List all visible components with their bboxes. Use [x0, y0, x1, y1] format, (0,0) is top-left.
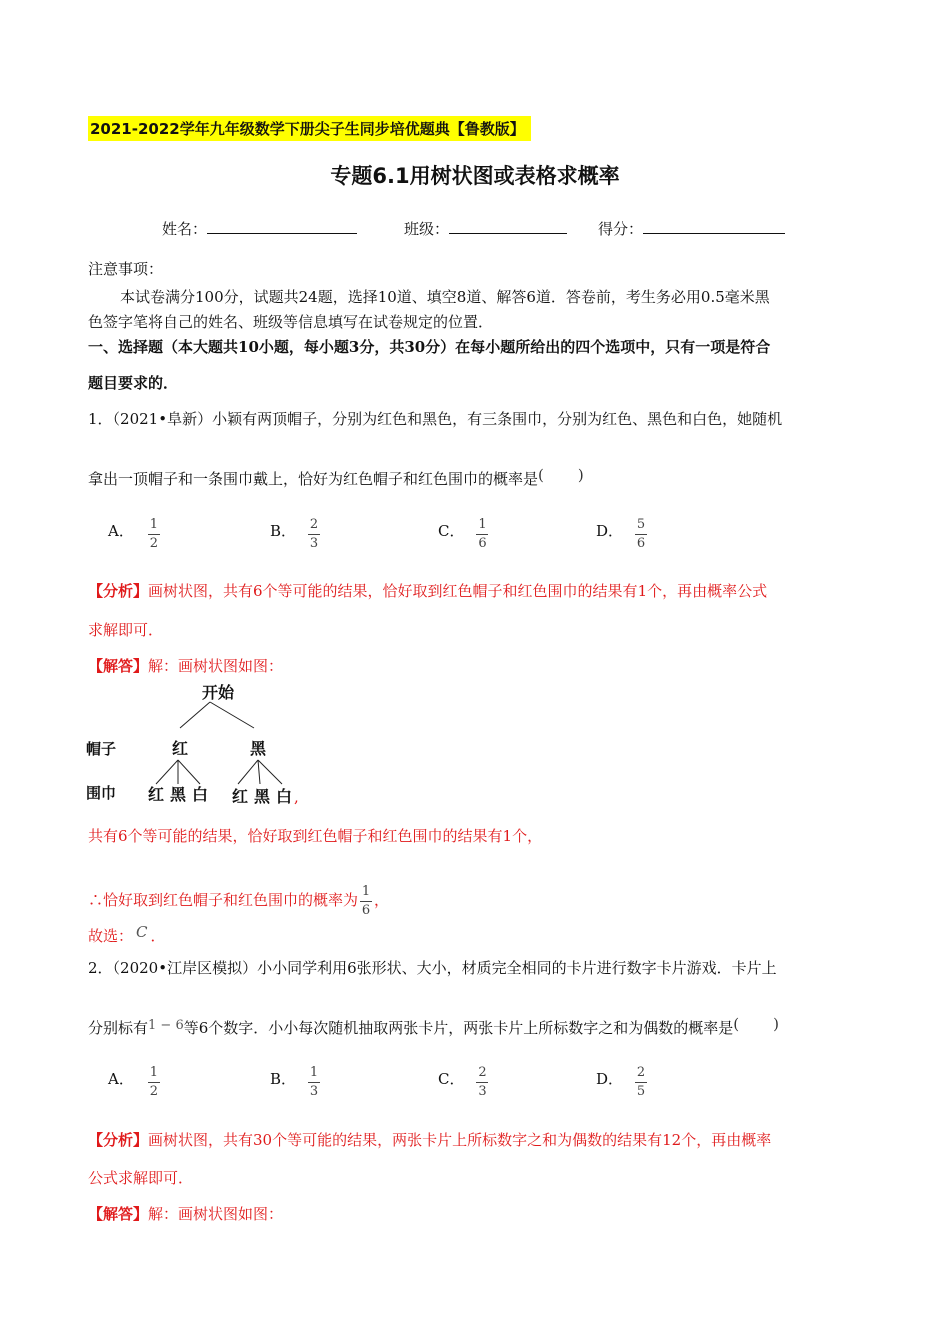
q1-tree-diagram	[80, 680, 320, 810]
q2-option-c-label: C．	[438, 1070, 465, 1088]
q1-choice-prefix: 故选：	[88, 927, 134, 945]
q1-answer-tag: 【解答】	[88, 657, 149, 675]
q2-number-range: 1 − 6	[148, 1018, 184, 1033]
q2-answer-paren-close: )	[773, 1015, 779, 1033]
q2-option-c	[438, 1066, 488, 1099]
tree-edge	[238, 760, 258, 784]
q1-option-b-fraction	[308, 518, 320, 551]
q2-analysis-tag: 【分析】	[88, 1131, 149, 1149]
numerator: 1	[478, 517, 487, 532]
q2-option-d-fraction	[635, 1066, 647, 1099]
q1-analysis-text: 画树状图，共有6个等可能的结果，恰好取到红色帽子和红色围巾的结果有1个，再由概率公式	[148, 582, 768, 600]
name-field	[162, 218, 357, 239]
q1-option-a-label: A．	[108, 522, 134, 540]
denominator: 2	[149, 1084, 158, 1099]
denominator: 3	[478, 1084, 487, 1099]
q1-probability-suffix: ，	[374, 891, 390, 909]
q2-option-a-fraction	[148, 1066, 160, 1099]
q1-option-a	[108, 518, 160, 551]
q1-answer-paren-close: )	[577, 466, 584, 484]
score-blank	[643, 219, 785, 234]
q1-option-c	[438, 518, 488, 551]
numerator: 1	[149, 517, 158, 532]
q1-analysis-tag: 【分析】	[88, 582, 149, 600]
q1-option-d-label: D．	[596, 522, 624, 540]
notice-heading: 注意事项：	[88, 260, 164, 278]
class-field	[404, 218, 567, 239]
tree-trailing-comma: ,	[294, 788, 299, 806]
tree-scarf-node: 黑	[169, 785, 187, 804]
q2-answer-tag: 【解答】	[88, 1205, 149, 1223]
q1-option-c-label: C．	[438, 522, 465, 540]
q1-answer-paren-open: (	[538, 466, 544, 484]
q2-stem-text-b: 等6个数字．小小每次随机抽取两张卡片，两张卡片上所标数字之和为偶数的概率是	[183, 1019, 734, 1037]
numerator: 2	[309, 517, 319, 532]
q2-analysis-line-1	[88, 1130, 771, 1150]
q1-option-b	[270, 518, 320, 551]
class-label: 班级：	[404, 220, 450, 238]
denominator: 6	[478, 536, 487, 551]
tree-edge	[258, 760, 282, 784]
tree-scarf-node: 红	[231, 787, 249, 806]
q1-choice-letter: C	[136, 923, 148, 941]
denominator: 3	[309, 536, 319, 551]
q2-option-a-label: A．	[108, 1070, 134, 1088]
q2-analysis-text: 画树状图，共有30个等可能的结果，两张卡片上所标数字之和为偶数的结果有12个，再由概率	[148, 1131, 772, 1149]
q1-probability-prefix: ∴恰好取到红色帽子和红色围巾的概率为	[88, 891, 359, 909]
denominator: 6	[636, 536, 646, 551]
document-series-banner: 2021-2022学年九年级数学下册尖子生同步培优题典【鲁教版】	[88, 116, 531, 141]
q1-answer-line	[88, 656, 283, 676]
numerator: 1	[149, 1065, 158, 1080]
q2-option-a	[108, 1066, 160, 1099]
q2-stem-line-2	[88, 1014, 779, 1038]
q1-result-line: 共有6个等可能的结果，恰好取到红色帽子和红色围巾的结果有1个，	[88, 827, 543, 845]
q2-answer-text: 解：画树状图如图：	[148, 1205, 284, 1223]
tree-root: 开始	[201, 683, 235, 702]
denominator: 2	[149, 536, 158, 551]
q1-option-d-fraction	[635, 518, 647, 551]
q2-option-b	[270, 1066, 320, 1099]
denominator: 5	[636, 1084, 646, 1099]
q2-option-d	[596, 1066, 647, 1099]
page-title: 专题6.1用树状图或表格求概率	[330, 164, 620, 188]
tree-scarf-node: 黑	[253, 787, 271, 806]
q2-analysis-line-2: 公式求解即可．	[88, 1169, 194, 1187]
tree-edge	[258, 760, 260, 784]
q2-option-b-fraction	[308, 1066, 320, 1099]
q1-answer-text: 解：画树状图如图：	[148, 657, 284, 675]
tree-edge	[210, 702, 254, 728]
score-label: 得分：	[598, 220, 644, 238]
q2-answer-paren-open: (	[733, 1015, 740, 1033]
q1-option-b-label: B．	[270, 522, 297, 540]
q1-analysis-line-2: 求解即可．	[88, 621, 164, 639]
q1-choice-line	[88, 922, 166, 946]
tree-scarf-node: 白	[191, 785, 209, 804]
tree-hat-node: 红	[171, 739, 189, 758]
q1-option-c-fraction	[476, 518, 488, 551]
q1-probability-line	[88, 885, 389, 918]
tree-scarf-node: 白	[275, 787, 293, 806]
numerator: 1	[309, 1065, 319, 1080]
q1-stem-line-1: 1．（2021•阜新）小颖有两顶帽子，分别为红色和黑色，有三条围巾，分别为红色、黑色和白色，她随机	[88, 410, 783, 428]
numerator: 5	[636, 517, 646, 532]
q1-choice-suffix: ．	[150, 927, 166, 945]
notice-line-1: 本试卷满分100分，试题共24题，选择10道、填空8道、解答6道．答卷前，考生务必用0.5毫米黑	[120, 288, 770, 306]
numerator: 2	[636, 1065, 646, 1080]
q2-option-d-label: D．	[596, 1070, 624, 1088]
q1-stem-line-2	[88, 465, 584, 489]
q1-option-d	[596, 518, 647, 551]
notice-line-2: 色签字笔将自己的姓名、班级等信息填写在试卷规定的位置．	[88, 313, 494, 331]
tree-edge	[156, 760, 178, 784]
name-blank	[207, 219, 357, 234]
tree-scarf-node: 红	[147, 785, 165, 804]
numerator: 1	[361, 884, 371, 899]
q1-stem-text: 拿出一顶帽子和一条围巾戴上，恰好为红色帽子和红色围巾的概率是	[88, 470, 539, 488]
section-heading-line-1: 一、选择题（本大题共10小题，每小题3分，共30分）在每小题所给出的四个选项中，只有一项是符合	[88, 338, 771, 356]
tree-edge	[178, 760, 200, 784]
tree-row-label-scarf: 围巾	[86, 784, 117, 802]
denominator: 3	[309, 1084, 319, 1099]
tree-row-label-hat: 帽子	[86, 740, 117, 758]
q2-option-b-label: B．	[270, 1070, 297, 1088]
q1-probability-fraction	[360, 885, 372, 918]
numerator: 2	[478, 1065, 487, 1080]
denominator: 6	[361, 903, 371, 918]
q2-stem-text-a: 分别标有	[88, 1019, 149, 1037]
tree-hat-node: 黑	[249, 739, 267, 758]
q2-option-c-fraction	[476, 1066, 488, 1099]
q2-answer-line	[88, 1204, 283, 1224]
q1-option-a-fraction	[148, 518, 160, 551]
tree-edge	[180, 702, 210, 728]
name-label: 姓名：	[162, 220, 208, 238]
score-field	[598, 218, 785, 239]
section-heading-line-2: 题目要求的．	[88, 374, 179, 392]
class-blank	[449, 219, 567, 234]
q2-stem-line-1: 2．（2020•江岸区模拟）小小同学利用6张形状、大小，材质完全相同的卡片进行数字卡片游戏．卡片上	[88, 959, 777, 977]
q1-analysis-line-1	[88, 581, 767, 601]
